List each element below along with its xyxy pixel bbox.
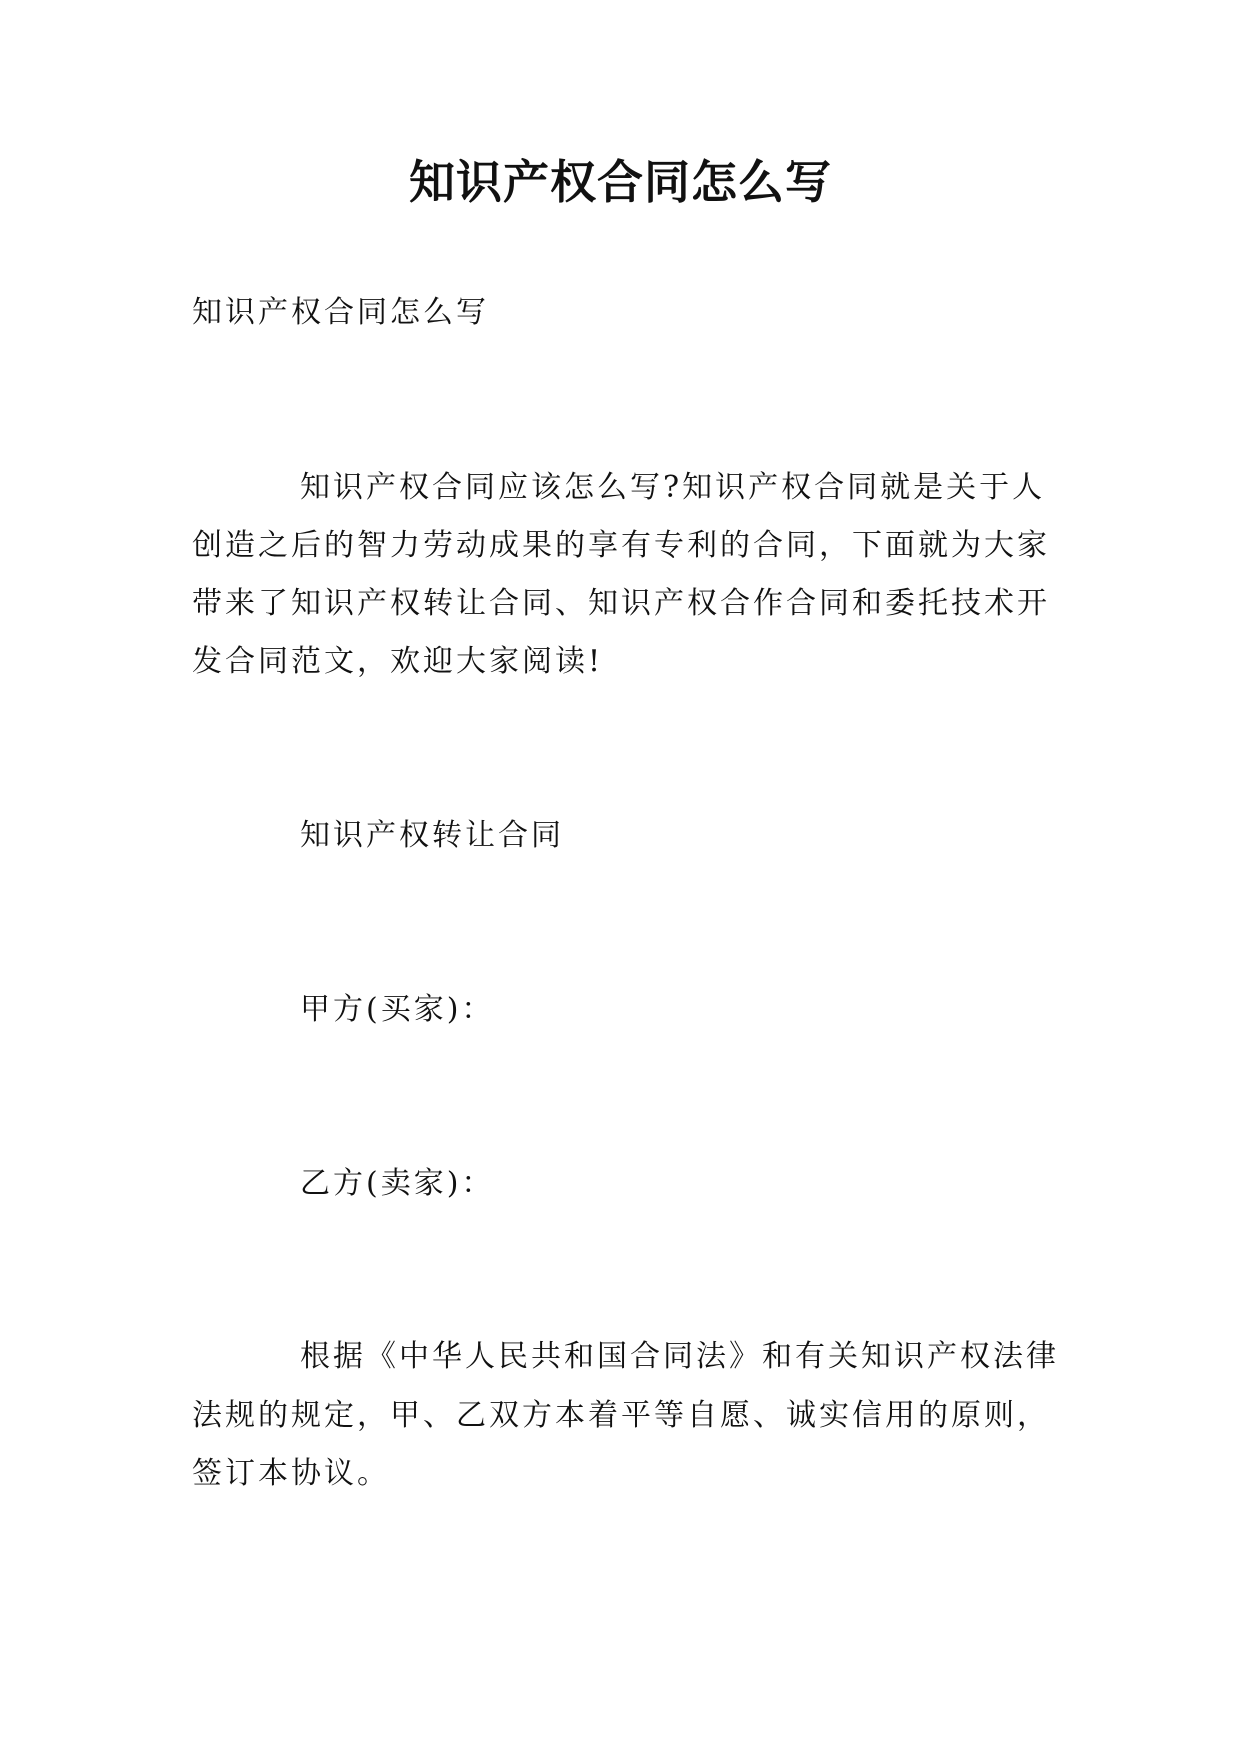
document-title: 知识产权合同怎么写 — [409, 155, 832, 209]
intro-line: 发合同范文，欢迎大家阅读! — [192, 644, 604, 679]
party-a-label: 甲方(买家)： — [300, 992, 495, 1027]
document-subtitle: 知识产权合同怎么写 — [192, 295, 489, 330]
intro-line: 知识产权合同应该怎么写?知识产权合同就是关于人 — [300, 470, 1046, 505]
intro-line: 带来了知识产权转让合同、知识产权合作合同和委托技术开 — [192, 586, 1050, 621]
basis-line: 法规的规定，甲、乙双方本着平等自愿、诚实信用的原则， — [192, 1398, 1050, 1433]
intro-line: 创造之后的智力劳动成果的享有专利的合同，下面就为大家 — [192, 528, 1050, 563]
basis-line: 根据《中华人民共和国合同法》和有关知识产权法律 — [300, 1339, 1059, 1374]
section-heading: 知识产权转让合同 — [300, 818, 564, 853]
basis-line: 签订本协议。 — [192, 1456, 390, 1491]
party-b-label: 乙方(卖家)： — [300, 1166, 495, 1201]
